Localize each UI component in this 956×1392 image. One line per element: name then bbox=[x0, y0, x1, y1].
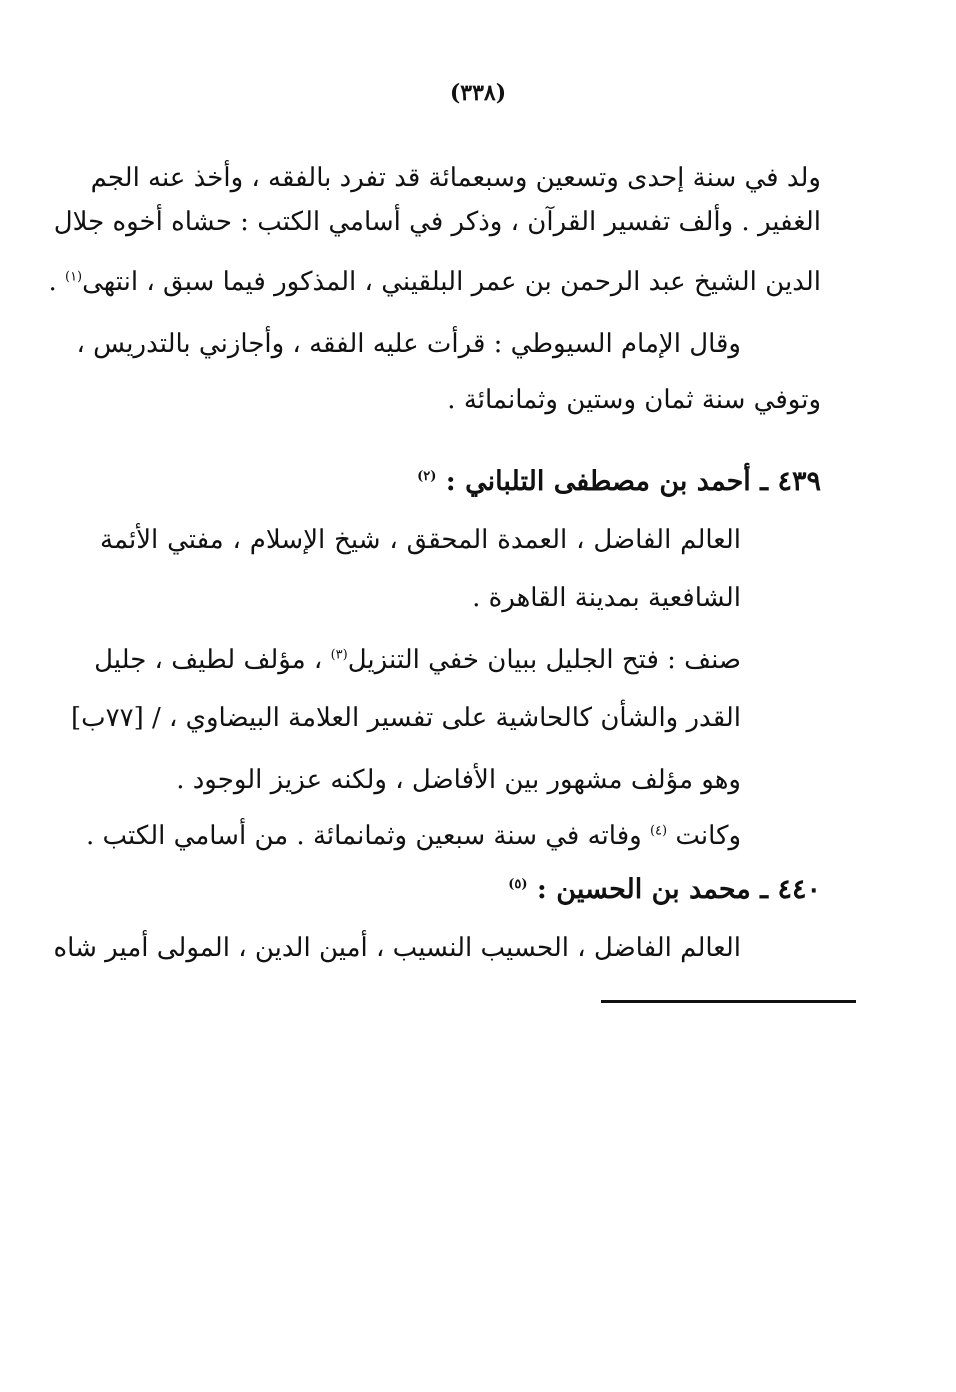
footnote-marker: (٣) bbox=[330, 647, 348, 663]
body-text: الدين الشيخ عبد الرحمن بن عمر البلقيني ، المذكور فيما سبق ، انتهى bbox=[82, 267, 821, 297]
body-line: العالم الفاضل ، العمدة المحقق ، شيخ الإسلام ، مفتي الأئمة bbox=[100, 525, 741, 555]
body-line: وقال الإمام السيوطي : قرأت عليه الفقه ، وأجازني بالتدريس ، bbox=[76, 329, 741, 359]
body-line bbox=[94, 640, 741, 680]
body-line bbox=[48, 262, 821, 302]
body-text: . bbox=[48, 267, 65, 297]
entry-heading-440 bbox=[100, 870, 821, 910]
footnote-marker: (١) bbox=[64, 269, 83, 285]
body-line: العالم الفاضل ، الحسيب النسيب ، أمين الدين ، المولى أمير شاه bbox=[53, 933, 741, 963]
body-line: ولد في سنة إحدى وتسعين وسبعمائة قد تفرد بالفقه ، وأخذ عنه الجم bbox=[90, 163, 821, 193]
entry-heading-text: ٤٣٩ ـ أحمد بن مصطفى التلباني : bbox=[445, 466, 821, 497]
body-text: ، مؤلف لطيف ، جليل bbox=[94, 645, 323, 675]
footnote-marker: (٤) bbox=[649, 823, 668, 839]
footnote-separator bbox=[601, 1000, 856, 1003]
body-line bbox=[85, 816, 741, 856]
body-line: الغفير . وألف تفسير القرآن ، وذكر في أسامي الكتب : حشاه أخوه جلال bbox=[53, 207, 821, 237]
body-line: وهو مؤلف مشهور بين الأفاضل ، ولكنه عزيز الوجود . bbox=[176, 765, 741, 795]
body-text: وكانت bbox=[675, 821, 741, 851]
body-line: القدر والشأن كالحاشية على تفسير العلامة البيضاوي ، / [٧٧ب] bbox=[71, 703, 741, 733]
entry-heading-text: ٤٤٠ ـ محمد بن الحسين : bbox=[536, 874, 821, 905]
entry-heading-439 bbox=[100, 462, 821, 502]
footnote-marker: (٢) bbox=[417, 469, 437, 484]
body-line: وتوفي سنة ثمان وستين وثمانمائة . bbox=[447, 385, 821, 415]
footnote-marker: (٥) bbox=[508, 877, 528, 892]
body-text: وفاته في سنة سبعين وثمانمائة . من أسامي الكتب . bbox=[85, 821, 642, 851]
page-number: (٣٣٨) bbox=[449, 80, 507, 106]
body-text: صنف : فتح الجليل ببيان خفي التنزيل bbox=[347, 645, 741, 675]
body-line: الشافعية بمدينة القاهرة . bbox=[472, 583, 741, 613]
